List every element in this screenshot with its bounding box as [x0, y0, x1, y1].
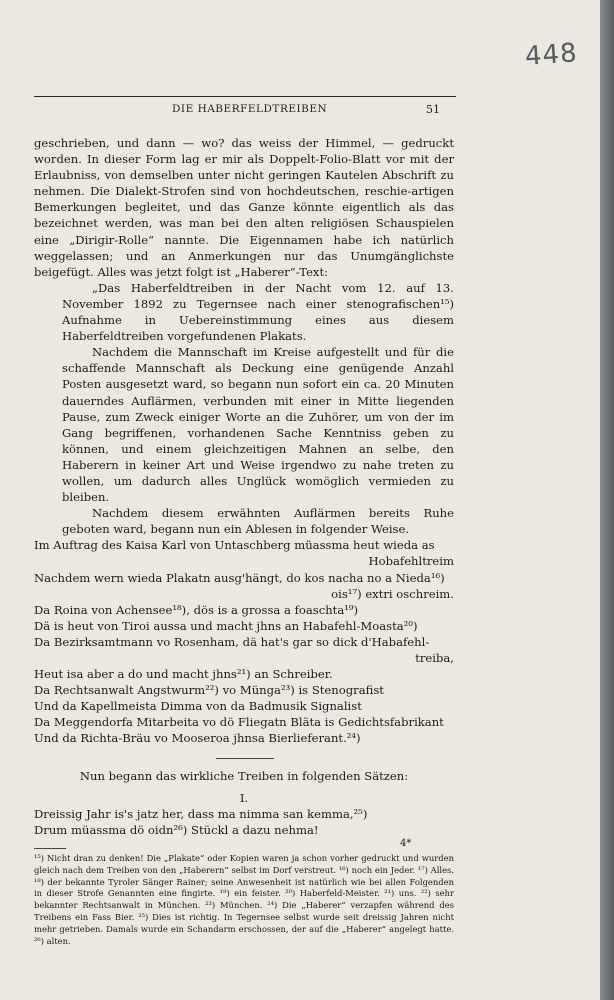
verse-line: Da Bezirksamtmann vo Rosenham, dä hat's gar so dick d'Habafehl-: [34, 634, 430, 649]
verse-continuation: ois¹⁷) extri oschreim.: [331, 586, 454, 601]
footnotes: ¹⁵) Nicht dran zu denken! Die „Plakate“ oder Kopien waren ja schon vorher gedruckt und wurden gleich nach dem Treiben von den „Haberern“ selbst im Dorf verstreut. ¹⁶) noch ein Jeder. ¹⁷) Alles. ¹⁸) der bekannte Tyroler Sänger Rainer; seine Anwesenheit ist natürlich wie bei allen Folgenden in dieser Strofe Genannten eine fingirte. ¹⁹) ein feister. ²⁰) Haberfeld-Meister. ²¹) uns. ²²) sehr bekannter Rechtsanwalt in München. ²³) München. ²⁴) Die „Haberer“ verzapfen während des Treibens ein Fass Bier. ²⁵) Dies ist richtig. In Tegernsee selbst wurde seit dreissig Jahren nicht mehr getrieben. Damals wurde ein Schandarm erschossen, der auf die „Haberer“ angelegt hatte. ²⁶) alten.: [34, 852, 454, 946]
verse-line: Heut isa aber a do und macht jhns²¹) an Schreiber.: [34, 667, 333, 682]
page-body: [34, 135, 454, 947]
verse-block: [34, 537, 454, 746]
verse-line: Da Roina von Achensee¹⁸), dös is a grossa a foaschta¹⁹): [34, 602, 359, 617]
printer-signature-mark: 4*: [400, 838, 412, 849]
footnote-divider: [34, 848, 66, 849]
scan-background-edge: [600, 0, 614, 1000]
quote-paragraph-3: Nachdem diesem erwähnten Auflärmen bereits Ruhe geboten ward, begann nun ein Ablesen in folgender Weise.: [62, 506, 454, 537]
verse-continuation: treiba,: [415, 651, 454, 665]
quote-paragraph-1: „Das Haberfeldtreiben in der Nacht vom 12. auf 13. November 1892 zu Tegernsee nach einer stenografischen¹⁵) Aufnahme in Uebereinstimmung eines aus diesem Haberfeldtreiben vorgefundenen Plakats.: [62, 280, 454, 344]
section-verse-line: Dreissig Jahr is's jatz her, dass ma nimma san kemma,²⁵): [34, 806, 368, 821]
section-heading: I.: [239, 790, 249, 805]
quote-paragraph-2: Nachdem die Mannschaft im Kreise aufgestellt und für die schaffende Mannschaft als Deckung eine genügende Anzahl Posten ausgesetzt ward, so begann nun sofort ein ca. 20 Minuten dauerndes Auflärmen, verbunden mit einer in Mitte liegenden Pause, zum Zweck einiger Worte an die Zuhörer, um von der im Gang begriffenen, vorhandenen Sache Kenntniss geben zu können, und einem gleichzeitigen Mahnen an selbe, den Haberern in keiner Art und Weise irgendwo zu nahe treten zu wollen, um dadurch alles Unglück womöglich vermieden zu bleiben.: [62, 345, 454, 505]
verse-line: Und da Kapellmeista Dimma von da Badmusik Signalist: [34, 699, 362, 714]
verse-line: Da Rechtsanwalt Angstwurm²²) vo Münga²³) is Stenografist: [34, 683, 384, 698]
running-header: [34, 96, 456, 116]
verse-continuation: Hobafehltreim: [368, 554, 454, 569]
verse-line: Und da Richta-Bräu vo Mooseroa jhnsa Bierlieferant.²⁴): [34, 731, 361, 746]
verse-line: Nachdem wern wieda Plakatn ausg'hängt, do kos nacha no a Nieda¹⁶): [34, 570, 445, 585]
section-divider: [216, 758, 274, 759]
header-title: DIE HABERFELDTREIBEN: [172, 103, 328, 115]
intro-paragraph: geschrieben, und dann — wo? das weiss der Himmel, — gedruckt worden. In dieser Form lag er mir als Doppelt-Folio-Blatt vor mit der Erlaubniss, von demselben unter nicht geringen Kautelen Abschrift zu nehmen. Die Dialekt-Strofen sind von hochdeutschen, reschie-artigen Bemerkungen begleitet, und das Ganze könnte eigentlich als das bezeichnet werden, was man bei den alten religiösen Schauspielen eine „Dirigir-Rolle“ nannte. Die Eigennamen habe ich natürlich weggelassen; und an Anmerkungen nur das Unumgänglichste beigefügt. Alles was jetzt folgt ist „Haberer“-Text:: [34, 136, 454, 279]
page-number: 51: [426, 103, 440, 116]
section-verse-line: Drum müassma dö oidn²⁶) Stückl a dazu nehma!: [34, 822, 319, 837]
handwritten-page-annotation: 448: [524, 38, 579, 72]
verse-line: Im Auftrag des Kaisa Karl von Untaschberg müassma heut wieda as: [34, 538, 435, 553]
verse-line: Dä is heut von Tiroi aussa und macht jhns an Habafehl-Moasta²⁰): [34, 618, 418, 633]
transition-line: Nun begann das wirkliche Treiben in folgenden Sätzen:: [79, 768, 409, 783]
verse-line: Da Meggendorfa Mitarbeita vo dö Fliegatn Bläta is Gedichtsfabrikant: [34, 715, 444, 730]
